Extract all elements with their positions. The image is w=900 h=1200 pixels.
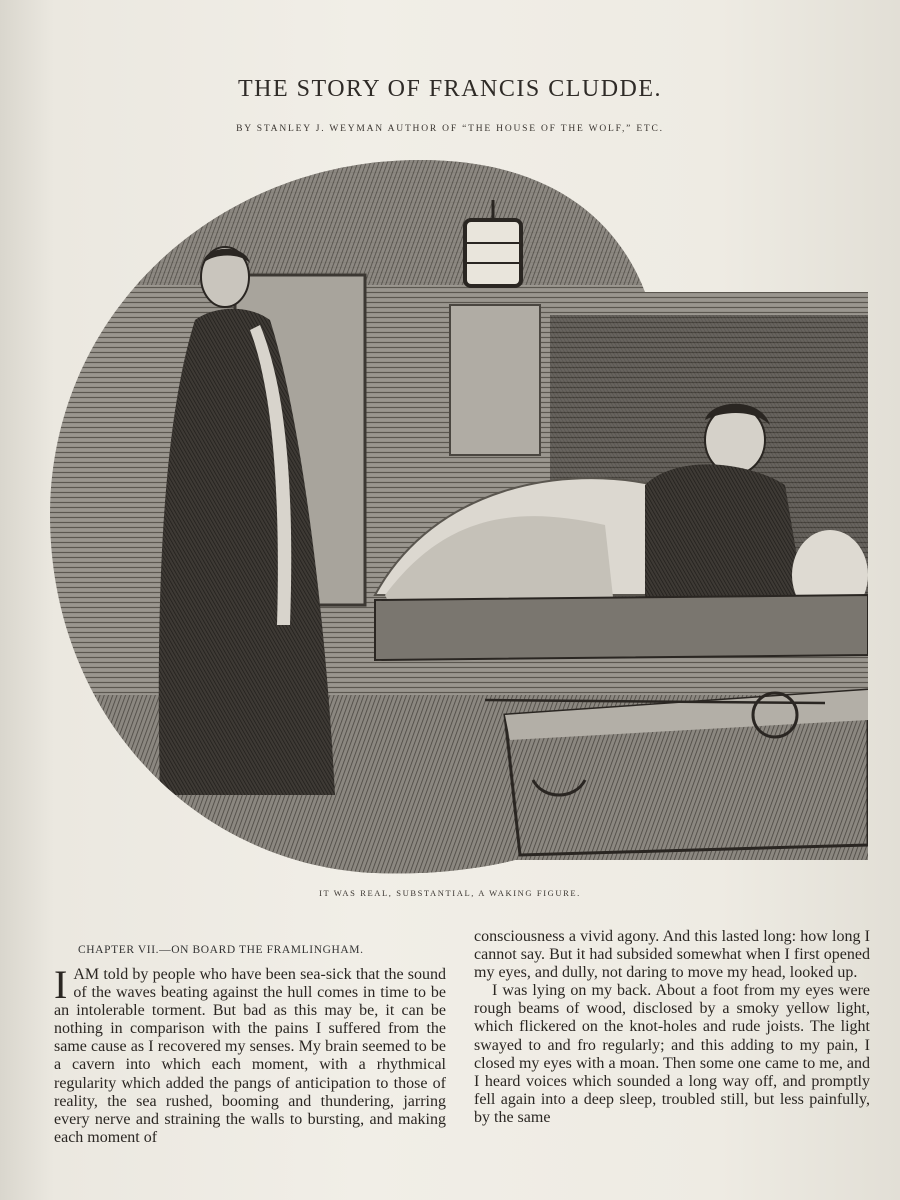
- right-column: [474, 928, 870, 1127]
- chest-with-sword: [485, 690, 868, 855]
- author-byline: BY STANLEY J. WEYMAN AUTHOR OF “THE HOUSE OF THE WOLF,” ETC.: [236, 124, 664, 134]
- paragraph-continued: consciousness a vivid agony. And this lasted long: how long I cannot say. But it had subsided somewhat when I first opened my eyes, and dully, not daring to move my head, looked up.: [474, 928, 870, 982]
- left-column: [54, 962, 446, 1147]
- illustration-caption: IT WAS REAL, SUBSTANTIAL, A WAKING FIGURE.: [319, 888, 581, 898]
- drop-cap: I: [54, 962, 68, 1007]
- engraving-illustration: [45, 155, 870, 875]
- chapter-heading: CHAPTER VII.—ON BOARD THE FRAMLINGHAM.: [78, 944, 364, 956]
- paragraph-lying: I was lying on my back. About a foot from my eyes were rough beams of wood, disclosed by a smoky yellow light, which flickered on the knot-holes and rude joists. The light swayed to and fro regularly; and this adding to my pain, I closed my eyes with a moan. Then some one came to me, and I heard voices which sounded a long way off, and promptly fell again into a deep sleep, troubled still, but less painfully, by the same: [474, 982, 870, 1126]
- story-title: THE STORY OF FRANCIS CLUDDE.: [237, 76, 663, 102]
- paragraph-opening: AM told by people who have been sea-sick that the sound of the waves beating against the hull comes in time to be an intolerable torment. But bad as this may be, it can be nothing in comparison with the pains I suffered from the same cause as I recovered my senses. My brain seemed to be a cavern into which each moment, with a rhythmical regularity which added the pangs of anticipation to those of reality, the sea rushed, booming and thundering, jarring every nerve and straining the walls to bursting, and making each moment of: [54, 966, 446, 1146]
